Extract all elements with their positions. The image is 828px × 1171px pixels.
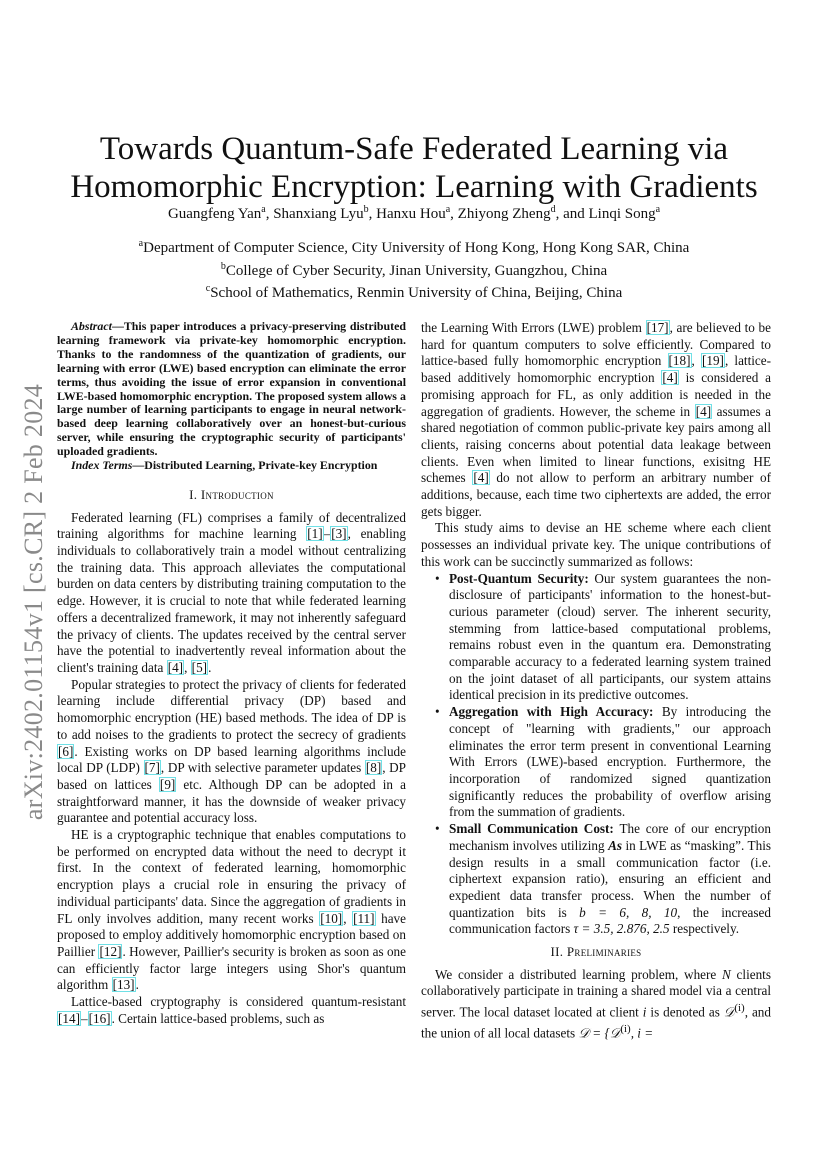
citation-link[interactable]: [5] — [191, 660, 208, 675]
citation-link[interactable]: [9] — [159, 776, 176, 792]
text-run: clients collaboratively participate in training a shared model via a central server. The local dataset located at client — [421, 966, 771, 1020]
section-title: Introduction — [200, 486, 274, 502]
section-heading-preliminaries — [421, 944, 771, 961]
citation-link[interactable]: [17] — [646, 320, 669, 335]
text-run: – — [80, 1010, 88, 1026]
text-run: in LWE as “masking”. This design results in a small communication factor (i.e. ciphertext expansion ratio), ensuring an efficient and expedient data transfer process. When the number of quantization bits is — [449, 837, 771, 920]
section-title: Preliminaries — [566, 944, 642, 960]
text-run: . — [208, 660, 212, 675]
author-name: Linqi Song — [588, 206, 656, 222]
section-number: I. — [189, 486, 198, 502]
citation-link[interactable]: [4] — [662, 370, 678, 386]
text-run: . Existing works on DP based learning algorithms include local DP (LDP) — [57, 743, 406, 776]
author-separator: , — [368, 206, 377, 222]
citation-link[interactable]: [12] — [99, 943, 122, 959]
section-heading-introduction — [57, 487, 406, 504]
citation-link[interactable]: [1] — [307, 526, 323, 542]
title-line-2: Homomorphic Encryption: Learning with Gradients — [70, 169, 758, 206]
author-name: Guangfeng Yan — [167, 206, 262, 222]
text-run: , the increased communication factors — [449, 904, 771, 937]
math-expression: N — [722, 966, 731, 982]
affiliation — [60, 235, 768, 258]
math-superscript: (i) — [734, 1002, 745, 1015]
text-run: . Certain lattice-based problems, such as — [111, 1010, 325, 1026]
text-run: , enabling individuals to collaboratively train a model without centralizing the training data. This approach alleviates the computational burden on data centers by distributing training computation to the edge. However, it is crucial to note that while federated learning offers a decentralized framework, it may not inherently safeguard the privacy of clients. The updates received by the central server have the potential to inadvertently reveal information about the client's training data — [57, 526, 406, 675]
contribution-title: Small Communication Cost: — [449, 821, 614, 837]
text-run: , lattice-based additively homomorphic encryption — [421, 353, 772, 386]
text-run: , and the union of all local datasets — [421, 1004, 771, 1041]
math-expression: 𝒟 — [723, 1004, 735, 1020]
text-run: Federated learning (FL) comprises a family of decentralized training algorithms for machine learning — [57, 509, 406, 542]
affiliation — [60, 280, 768, 303]
text-run: is denoted as — [646, 1004, 724, 1020]
index-terms — [57, 459, 406, 473]
text-run: , — [691, 353, 701, 369]
abstract — [57, 320, 406, 459]
affiliation-text: College of Cyber Security, Jinan University, Guangzhou, China — [225, 262, 608, 279]
text-run: , DP based on lattices — [57, 760, 406, 792]
author-affil-mark: b — [363, 204, 369, 215]
citation-link[interactable]: [8] — [365, 760, 382, 776]
author-separator: , — [265, 206, 274, 222]
author-separator: , and — [555, 206, 589, 222]
paragraph — [57, 994, 406, 1027]
math-expression: 𝒟 = {𝒟 — [578, 1025, 621, 1041]
citation-link[interactable]: [10] — [320, 910, 343, 926]
author-affil-mark: a — [445, 204, 451, 215]
contribution-title: Aggregation with High Accuracy: — [449, 704, 654, 720]
affiliation-mark: b — [220, 260, 226, 272]
text-run: Popular strategies to protect the privacy of clients for federated learning include differential privacy (DP) based and homomorphic encryption (HE) based methods. The idea of DP is to add noises to the gradients to protect the secrecy of gradients — [57, 676, 406, 742]
author-name: Shanxiang Lyu — [273, 206, 364, 222]
text-run: . However, Paillier's security is broken as soon as one can efficiently factor large integers using Shor's quantum algorithm — [57, 943, 406, 993]
text-run: The core of our encryption mechanism involves utilizing — [449, 821, 771, 853]
citation-link[interactable]: [18] — [668, 353, 691, 369]
author-affil-mark: d — [550, 204, 556, 215]
text-run: respectively. — [669, 921, 740, 937]
citation-link[interactable]: [4] — [167, 660, 184, 675]
math-expression: , i = — [630, 1025, 654, 1041]
index-terms-label: Index Terms — [71, 458, 133, 473]
right-column — [421, 320, 771, 1042]
text-run: have proposed to employ additively homomorphic encryption based on Paillier — [57, 910, 406, 959]
text-run: is considered a promising approach for FL, as only addition is needed in the aggregation of gradients. However, the scheme in — [421, 370, 771, 419]
text-run: – — [323, 526, 331, 542]
author-separator: , — [450, 206, 458, 222]
affiliation-mark: c — [205, 283, 211, 295]
author-affil-mark: a — [655, 204, 661, 215]
contribution-text: By introducing the concept of "learning with gradients," our approach eliminates the error term present in conventional Learning With Errors (LWE)-based encryption. Furthermore, the incorporation of randomized signed quantization significantly reduces the probability of overflow arising from the summation of gradients. — [449, 704, 771, 820]
text-run: . — [135, 977, 139, 993]
math-expression: b = 6, 8, 10 — [579, 904, 678, 920]
affiliation-text: School of Mathematics, Renmin University of China, Beijing, China — [210, 285, 623, 302]
left-column — [57, 320, 406, 1027]
author-name: Hanxu Hou — [376, 206, 446, 222]
paragraph — [421, 320, 771, 520]
abstract-text: —This paper introduces a privacy-preserving distributed learning framework via private-key homomorphic encryption. Thanks to the randomness of the quantization of gradients, our learning with error (LWE) based encryption can eliminate the error terms, thus avoiding the issue of error expansion in conventional LWE-based homomorphic encryption. The proposed system allows a large number of learning participants to engage in neural network-based deep learning collaboratively over an honest-but-curious server, while ensuring the cryptographic security of participants' uploaded gradients. — [57, 319, 406, 459]
affiliation-list — [60, 235, 768, 303]
author-list — [60, 204, 768, 223]
citation-link[interactable]: [16] — [88, 1010, 111, 1026]
paragraph — [57, 510, 406, 677]
author-affil-mark: a — [261, 204, 266, 215]
math-expression: As — [608, 837, 622, 853]
math-superscript: (i) — [620, 1023, 631, 1036]
section-number: II. — [550, 944, 564, 960]
citation-link[interactable]: [4] — [695, 403, 712, 419]
arxiv-sidebar-stamp — [12, 372, 56, 832]
citation-link[interactable]: [3] — [331, 526, 347, 542]
text-run: , — [343, 910, 353, 926]
text-run: do not allow to perform an arbitrary number of additions, because, each time two ciphertexts are added, the error gets bigger. — [421, 470, 771, 519]
contribution-list — [421, 571, 771, 938]
text-run: , DP with selective parameter updates — [160, 760, 365, 776]
text-run: , are believed to be hard for quantum computers to solve efficiently. Compared to lattice-based fully homomorphic encryption — [421, 320, 771, 369]
paragraph — [421, 967, 771, 1043]
citation-link[interactable]: [14] — [58, 1010, 80, 1026]
abstract-label: Abstract — [71, 319, 112, 333]
index-terms-text: —Distributed Learning, Private-key Encryption — [132, 458, 378, 473]
text-run: the Learning With Errors (LWE) problem — [421, 320, 646, 335]
affiliation-text: Department of Computer Science, City University of Hong Kong, Hong Kong SAR, China — [143, 240, 690, 256]
citation-link[interactable]: [4] — [473, 470, 489, 486]
paragraph — [57, 677, 406, 827]
title-line-1: Towards Quantum-Safe Federated Learning via — [99, 131, 729, 168]
math-expression: i — [642, 1004, 647, 1020]
author-name: Zhiyong Zheng — [457, 206, 551, 222]
citation-link[interactable]: [13] — [112, 977, 135, 993]
text-run: Lattice-based cryptography is considered quantum-resistant — [71, 994, 406, 1010]
contribution-item — [431, 704, 771, 821]
text-run: HE is a cryptographic technique that enables computations to be performed on encrypted data without the need to decrypt it first. In the context of federated learning, homomorphic encryption plays a crucial role in ensuring the privacy of individual participants' data. Since the aggregation of gradients in FL only involves addition, many recent works — [57, 827, 406, 926]
paragraph: This study aims to devise an HE scheme where each client possesses an individual private key. The unique contributions of this work can be succinctly summarized as follows: — [421, 520, 771, 569]
text-run: assumes a shared negotiation of common public-private key pairs among all clients, raising concerns about potential data leakage between clients. Even when limited to linear functions, exisitng HE schemes — [421, 403, 771, 486]
citation-link[interactable]: [7] — [144, 760, 160, 776]
contribution-title: Post-Quantum Security: — [449, 570, 589, 586]
citation-link[interactable]: [19] — [701, 353, 724, 369]
paragraph — [57, 827, 406, 994]
text-run: We consider a distributed learning problem, where — [435, 966, 723, 982]
affiliation-mark: a — [138, 238, 144, 249]
affiliation — [60, 258, 768, 281]
text-run: , — [184, 660, 191, 675]
paper-title — [60, 130, 768, 206]
contribution-item — [431, 571, 771, 705]
math-expression: τ = 3.5, 2.876, 2.5 — [573, 921, 670, 937]
contribution-item — [431, 821, 771, 938]
citation-link[interactable]: [6] — [58, 743, 74, 759]
arxiv-id: arXiv:2402.01154v1 [cs.CR] 2 Feb 2024 — [19, 383, 48, 821]
text-run: etc. Although DP can be adopted in a straightforward manner, it has the downside of weaker privacy guarantee and potential accuracy loss. — [57, 776, 406, 826]
citation-link[interactable]: [11] — [353, 910, 375, 926]
contribution-text: Our system guarantees the non-disclosure of participants' information to the honest-but-curious parameter (cloud) server. The inherent security, stemming from lattice-based computational problems, remains robust even in the quantum era. Demonstrating comparable accuracy to a federated learning system trained on the joint dataset of all participants, our system attains identical precision in its predictive outcomes. — [449, 570, 771, 703]
